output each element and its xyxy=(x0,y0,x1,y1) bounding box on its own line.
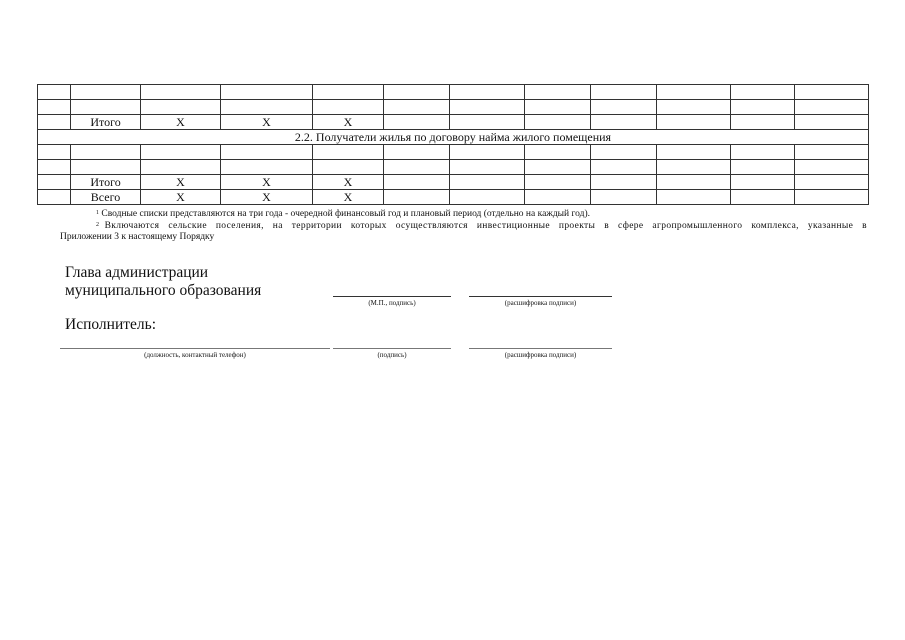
x-mark: X xyxy=(313,190,384,205)
grand-total-label: Всего xyxy=(71,190,141,205)
executor-signature-line xyxy=(333,348,451,349)
head-decoding-line xyxy=(469,296,612,297)
executor-position-line xyxy=(60,348,330,349)
table-row xyxy=(38,100,869,115)
footnote-2-continuation: Приложении 3 к настоящему Порядку xyxy=(60,232,215,242)
head-title-line2: муниципального образования xyxy=(65,282,262,299)
recipients-table xyxy=(37,84,869,205)
x-mark: X xyxy=(141,190,221,205)
footnote-1-mark: 1 xyxy=(96,210,99,216)
executor-signature-caption: (подпись) xyxy=(377,351,407,359)
executor-position-caption: (должность, контактный телефон) xyxy=(144,351,246,359)
section-row xyxy=(38,130,869,145)
x-mark: X xyxy=(141,115,221,130)
total-label: Итого xyxy=(71,175,141,190)
x-mark: X xyxy=(313,115,384,130)
total-row xyxy=(38,115,869,130)
head-signature-line xyxy=(333,296,451,297)
footnote-1 xyxy=(96,209,866,220)
total-row xyxy=(38,175,869,190)
total-label: Итого xyxy=(71,115,141,130)
table-row xyxy=(38,85,869,100)
table-row xyxy=(38,145,869,160)
x-mark: X xyxy=(221,190,313,205)
executor-decoding-caption: (расшифровка подписи) xyxy=(504,351,577,359)
footnote-2-mark: 2 xyxy=(96,222,99,228)
x-mark: X xyxy=(221,175,313,190)
head-decoding-caption: (расшифровка подписи) xyxy=(504,299,577,307)
head-title-line1: Глава администрации xyxy=(65,264,209,281)
x-mark: X xyxy=(141,175,221,190)
grand-total-row xyxy=(38,190,869,205)
table-row xyxy=(38,160,869,175)
executor-label: Исполнитель: xyxy=(65,316,157,333)
footnote-2-text: Включаются сельские поселения, на территории которых осуществляются инвестиционные проекты в сфере агропромышленного комплекса, указанные в xyxy=(104,221,867,231)
executor-decoding-line xyxy=(469,348,612,349)
footnote-1-text: Сводные списки представляются на три года - очередной финансовый год и плановый период (отдельно на каждый год). xyxy=(101,209,591,219)
head-signature-caption: (М.П., подпись) xyxy=(368,299,416,307)
x-mark: X xyxy=(221,115,313,130)
footnote-2 xyxy=(96,221,867,232)
x-mark: X xyxy=(313,175,384,190)
section-title: 2.2. Получатели жилья по договору найма жилого помещения xyxy=(38,130,869,145)
